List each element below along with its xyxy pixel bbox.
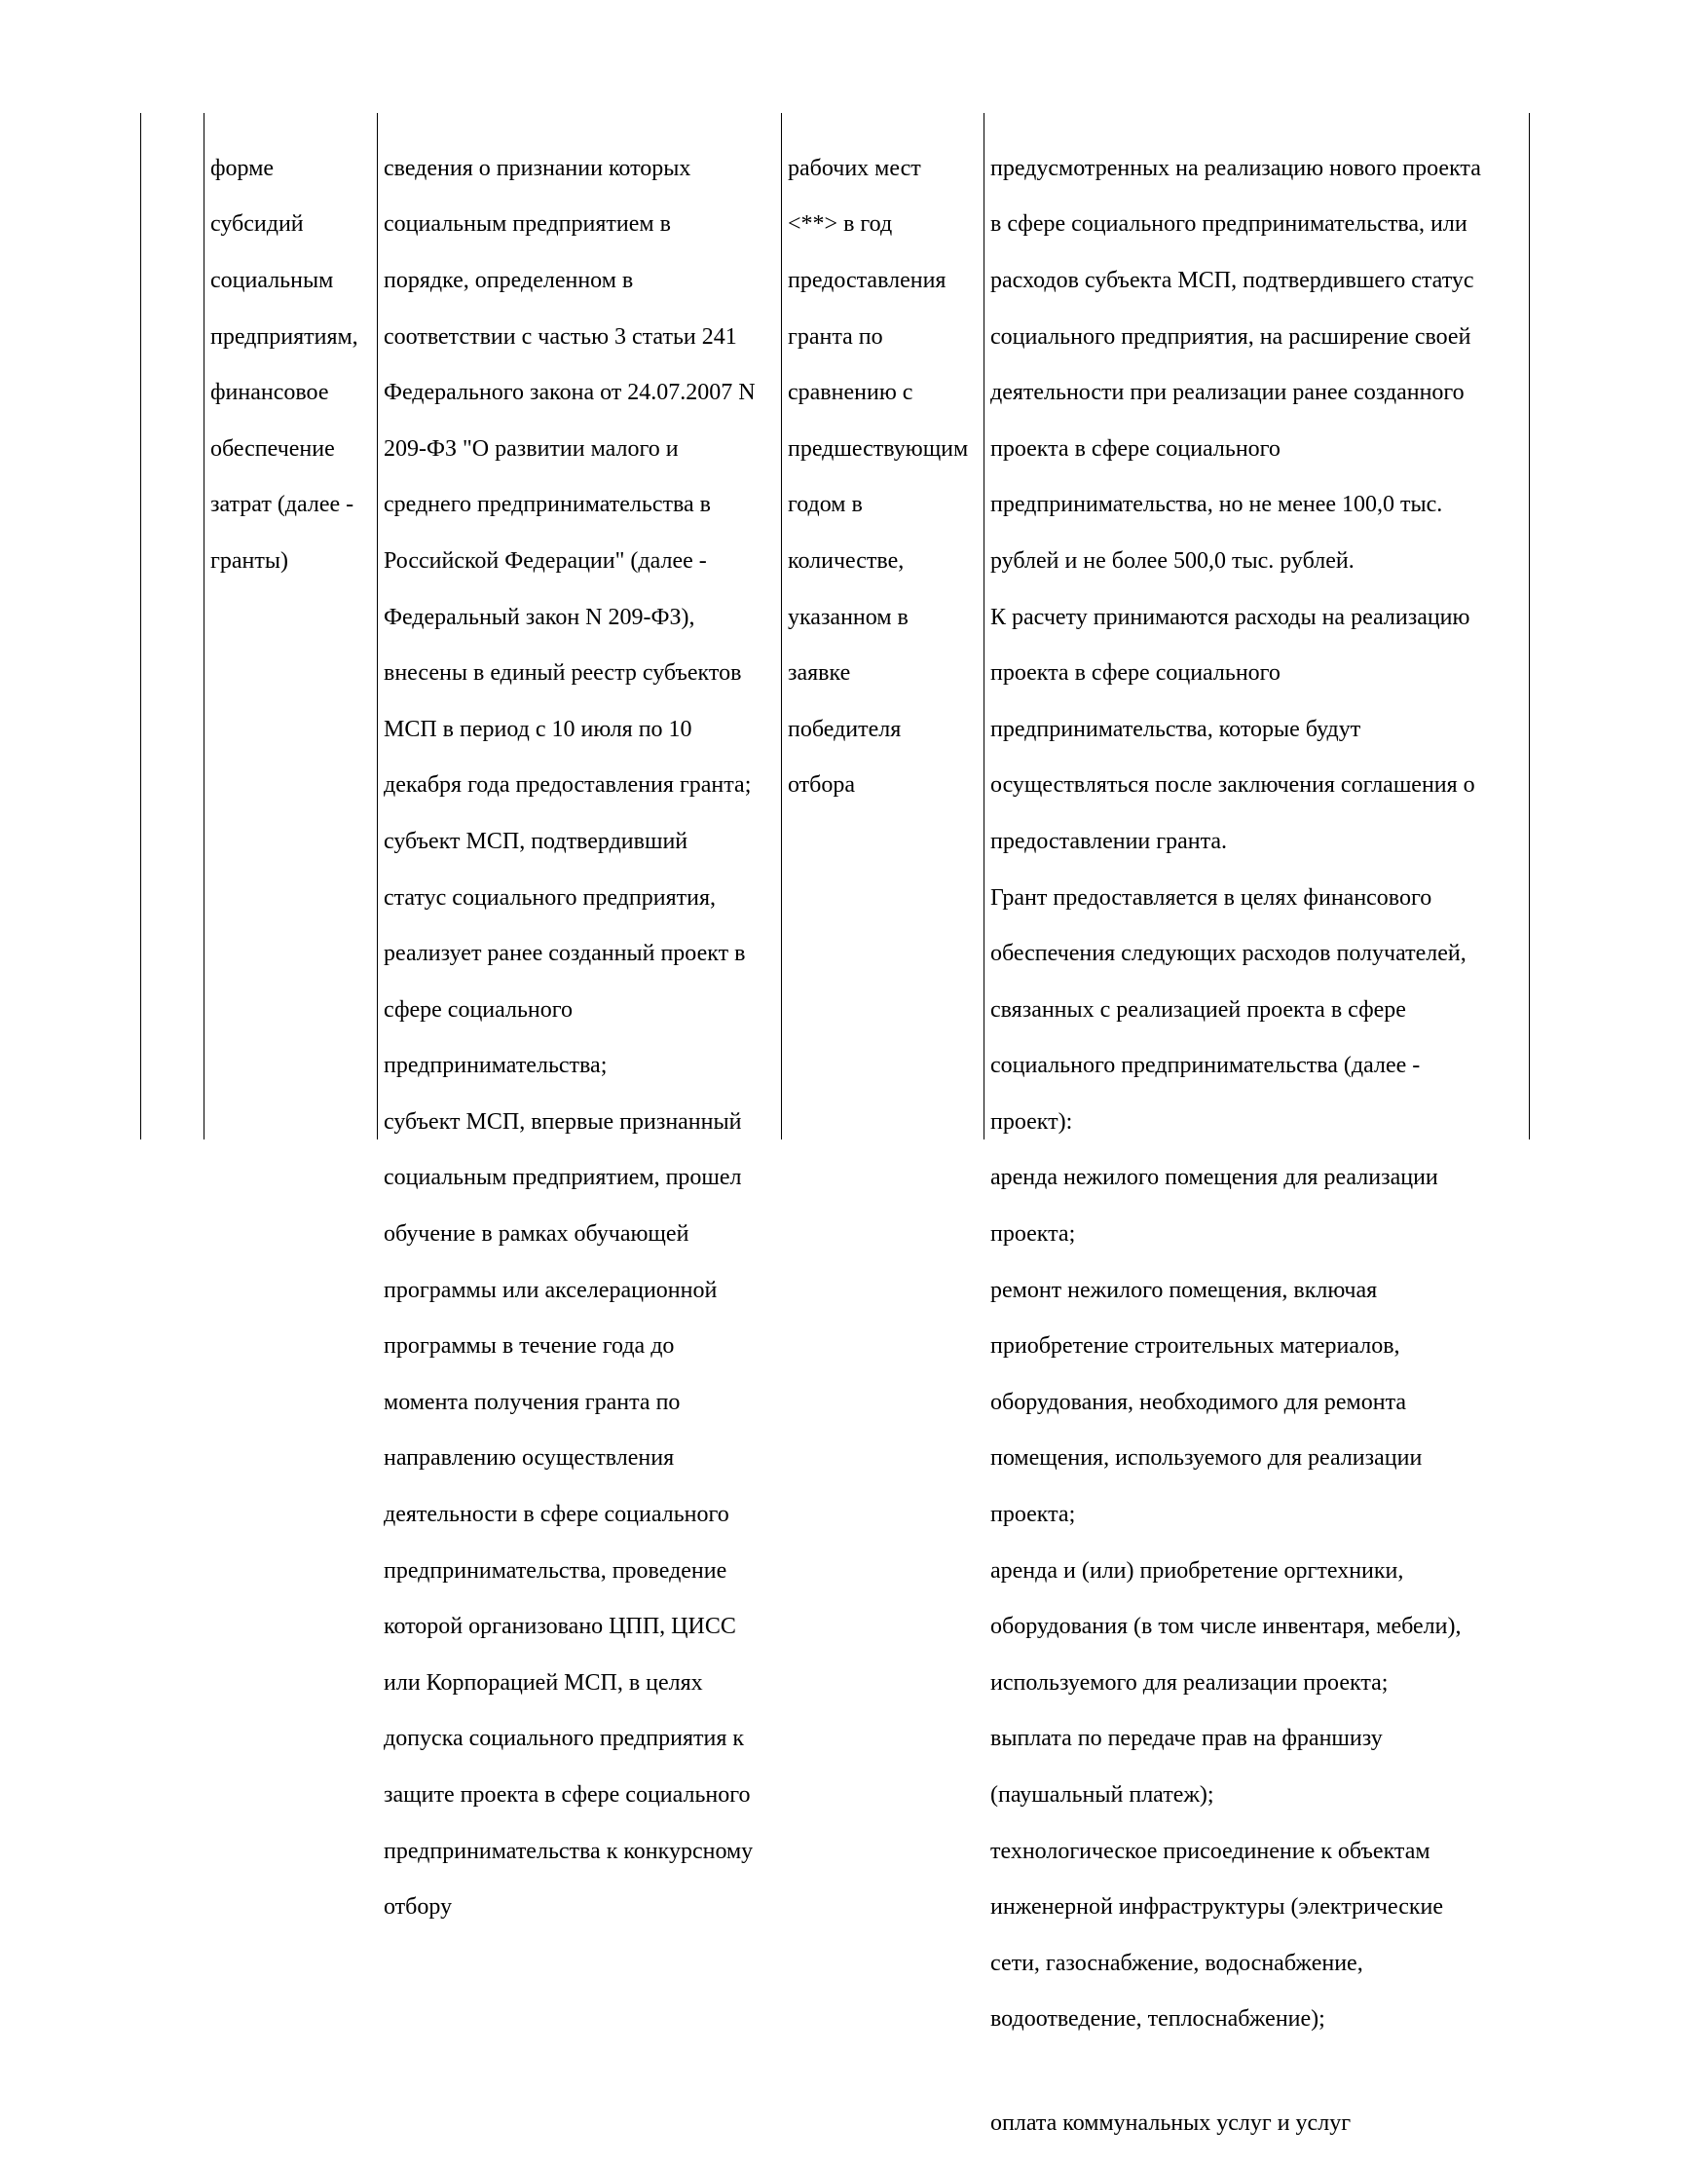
cell-line: затрат (далее - <box>210 492 354 518</box>
cell-line: внесены в единый реестр субъектов <box>384 660 742 687</box>
cell-line: предпринимательства к конкурсному <box>384 1838 754 1864</box>
cell-line: декабря года предоставления гранта; <box>384 772 752 799</box>
cell-line: связанных с реализацией проекта в сфере <box>990 996 1406 1023</box>
cell-line-tail: оплата коммунальных услуг и услуг <box>990 2109 1352 2136</box>
cell-line: субъект МСП, впервые признанный <box>384 1108 742 1135</box>
paragraph-gap <box>990 2062 1481 2081</box>
cell-line: рабочих мест <box>788 155 921 181</box>
cell-line: оборудования (в том числе инвентаря, мебели), <box>990 1614 1462 1640</box>
cell-line: деятельности в сфере социального <box>384 1502 729 1528</box>
cell-line: проекта в сфере социального <box>990 435 1281 462</box>
table-cell-col1 <box>210 127 358 604</box>
cell-line: сфере социального <box>384 996 574 1023</box>
cell-line: сведения о признании которых <box>384 155 691 181</box>
cell-line: финансовое <box>210 380 329 406</box>
cell-line: отбора <box>788 772 856 799</box>
cell-line: предусмотренных на реализацию нового проекта <box>990 155 1481 181</box>
cell-line: форме <box>210 155 275 181</box>
cell-line: проекта в сфере социального <box>990 660 1281 687</box>
cell-line: сравнению с <box>788 380 913 406</box>
cell-line: социальным предприятием, прошел <box>384 1165 742 1191</box>
cell-line: приобретение строительных материалов, <box>990 1333 1400 1360</box>
cell-line: социального предприятия, на расширение своей <box>990 323 1471 350</box>
cell-line: проекта; <box>990 1221 1076 1248</box>
cell-line: предпринимательства, которые будут <box>990 716 1361 742</box>
cell-line: Российской Федерации" (далее - <box>384 547 707 574</box>
table-border-left <box>140 113 141 1139</box>
cell-line: ремонт нежилого помещения, включая <box>990 1277 1378 1303</box>
cell-line: годом в <box>788 492 863 518</box>
cell-line: проекта; <box>990 1502 1076 1528</box>
cell-line: технологическое присоединение к объектам <box>990 1838 1430 1864</box>
cell-line: заявке <box>788 660 851 687</box>
cell-line: победителя <box>788 716 902 742</box>
cell-line: предпринимательства, проведение <box>384 1557 727 1584</box>
cell-line: статус социального предприятия, <box>384 884 716 911</box>
cell-line: помещения, используемого для реализации <box>990 1445 1423 1472</box>
cell-line: среднего предпринимательства в <box>384 492 711 518</box>
cell-line: обеспечения следующих расходов получателей, <box>990 941 1467 967</box>
cell-line: МСП в период с 10 июля по 10 <box>384 716 692 742</box>
cell-line: защите проекта в сфере социального <box>384 1782 751 1809</box>
cell-line: субсидий <box>210 211 304 238</box>
cell-line: Федерального закона от 24.07.2007 N <box>384 380 756 406</box>
cell-line: используемого для реализации проекта; <box>990 1669 1389 1696</box>
cell-line: социальным предприятием в <box>384 211 671 238</box>
cell-line: гранты) <box>210 547 288 574</box>
cell-line: предоставлении гранта. <box>990 828 1228 854</box>
cell-line: гранта по <box>788 323 883 350</box>
table-cell-col2 <box>384 127 756 1950</box>
cell-line: обучение в рамках обучающей <box>384 1221 689 1248</box>
cell-line: социального предпринимательства (далее - <box>990 1053 1421 1079</box>
cell-line: предпринимательства; <box>384 1053 608 1079</box>
cell-line: (паушальный платеж); <box>990 1782 1214 1809</box>
cell-line: соответствии с частью 3 статьи 241 <box>384 323 737 350</box>
cell-line: водоотведение, теплоснабжение); <box>990 2006 1325 2033</box>
cell-line: предпринимательства, но не менее 100,0 тыс. <box>990 492 1443 518</box>
cell-line: сети, газоснабжение, водоснабжение, <box>990 1950 1363 1976</box>
table-cell-col3 <box>788 127 968 828</box>
cell-line: момента получения гранта по <box>384 1389 681 1415</box>
cell-line: реализует ранее созданный проект в <box>384 941 746 967</box>
cell-line: выплата по передаче прав на франшизу <box>990 1726 1383 1752</box>
cell-line: программы в течение года до <box>384 1333 675 1360</box>
cell-line: рублей и не более 500,0 тыс. рублей. <box>990 547 1355 574</box>
table-border-col2 <box>377 113 378 1139</box>
table-border-right <box>1529 113 1530 1139</box>
cell-line: К расчету принимаются расходы на реализацию <box>990 604 1470 630</box>
cell-line: или Корпорацией МСП, в целях <box>384 1669 703 1696</box>
cell-line: деятельности при реализации ранее созданного <box>990 380 1465 406</box>
cell-line: 209-ФЗ "О развитии малого и <box>384 435 679 462</box>
cell-line: которой организовано ЦПП, ЦИСС <box>384 1614 736 1640</box>
cell-line: Грант предоставляется в целях финансового <box>990 884 1432 911</box>
cell-line: количестве, <box>788 547 905 574</box>
cell-line: <**> в год <box>788 211 893 238</box>
cell-line: направлению осуществления <box>384 1445 675 1472</box>
cell-line: допуска социального предприятия к <box>384 1726 745 1752</box>
cell-line: программы или акселерационной <box>384 1277 718 1303</box>
cell-line: инженерной инфраструктуры (электрические <box>990 1894 1444 1921</box>
cell-line: аренда нежилого помещения для реализации <box>990 1165 1438 1191</box>
cell-line: оборудования, необходимого для ремонта <box>990 1389 1407 1415</box>
cell-line: субъект МСП, подтвердивший <box>384 828 688 854</box>
cell-line: порядке, определенном в <box>384 267 634 293</box>
cell-line: проект): <box>990 1108 1073 1135</box>
cell-line: осуществляться после заключения соглашения о <box>990 772 1475 799</box>
cell-line: в сфере социального предпринимательства, или <box>990 211 1467 238</box>
cell-line: предприятиям, <box>210 323 358 350</box>
cell-line: Федеральный закон N 209-ФЗ), <box>384 604 695 630</box>
cell-line: обеспечение <box>210 435 335 462</box>
cell-line: указанном в <box>788 604 909 630</box>
table-cell-col4 <box>990 127 1481 2165</box>
cell-line: предоставления <box>788 267 947 293</box>
cell-line: предшествующим <box>788 435 969 462</box>
cell-line: отбору <box>384 1894 453 1921</box>
table-border-col3 <box>781 113 782 1139</box>
cell-line: аренда и (или) приобретение оргтехники, <box>990 1557 1404 1584</box>
cell-line: расходов субъекта МСП, подтвердившего статус <box>990 267 1474 293</box>
cell-line: социальным <box>210 267 334 293</box>
